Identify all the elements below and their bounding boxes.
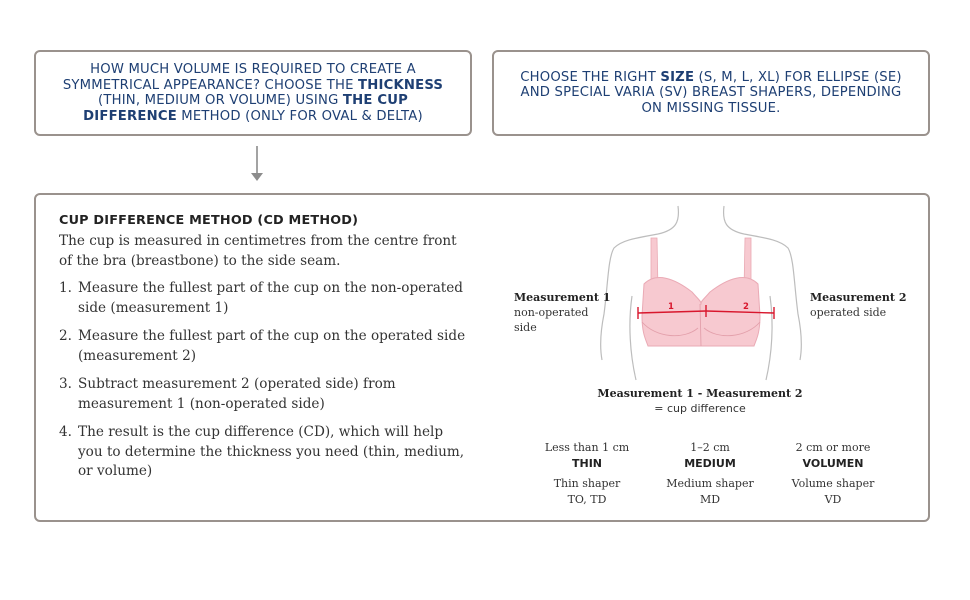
thickness-text-part: METHOD (ONLY FOR OVAL & DELTA) <box>176 108 423 124</box>
size-text-part: CHOOSE THE RIGHT <box>520 69 661 85</box>
size-emphasis: SIZE <box>660 69 695 85</box>
thickness-range: 1–2 cm <box>690 441 730 454</box>
method-title: CUP DIFFERENCE METHOD (CD METHOD) <box>59 213 359 228</box>
thickness-name: MEDIUM <box>684 456 736 470</box>
method-steps <box>59 279 469 491</box>
size-text-part: (S, M, L, XL) FOR ELLIPSE (SE) AND SPECIAL VARIA (SV) BREAST SHAPERS, DEPENDING ON MISSING TISSUE. <box>520 69 902 116</box>
cup-difference-emphasis: THE CUP DIFFERENCE <box>83 93 408 124</box>
step-text: Measure the fullest part of the cup on the operated side (measurement 2) <box>78 328 466 364</box>
thickness-info-box <box>34 50 472 136</box>
thickness-medium <box>655 440 765 507</box>
cup-2-label: 2 <box>743 302 749 312</box>
method-step <box>59 279 469 318</box>
measurement-2-sub: operated side <box>810 306 887 319</box>
shaper-name: Volume shaper <box>791 477 875 490</box>
step-number: 1. <box>59 280 72 296</box>
thickness-text-part: (THIN, MEDIUM OR VOLUME) USING <box>97 93 343 108</box>
thickness-name: VOLUMEN <box>802 456 864 470</box>
shaper-codes: VD <box>824 492 842 506</box>
method-step <box>59 423 469 482</box>
bra-measurement-illustration <box>596 204 806 384</box>
shaper-codes: MD <box>699 492 721 506</box>
step-text: The result is the cup difference (CD), which will help you to determine the thickness you need (thin, medium, or volume) <box>78 424 465 479</box>
step-text: Measure the fullest part of the cup on the non-operated side (measurement 1) <box>78 280 464 316</box>
size-info-text <box>518 70 904 117</box>
step-text: Subtract measurement 2 (operated side) from measurement 1 (non-operated side) <box>78 376 396 412</box>
method-step <box>59 375 469 414</box>
size-info-box <box>492 50 930 136</box>
method-intro: The cup is measured in centimetres from the centre front of the bra (breastbone) to the side seam. <box>59 233 457 269</box>
thickness-thin <box>532 440 642 507</box>
thickness-info-text <box>50 62 456 124</box>
thickness-name: THIN <box>571 456 602 470</box>
cup-1-label: 1 <box>668 302 674 312</box>
step-number: 2. <box>59 328 72 344</box>
formula-title: Measurement 1 - Measurement 2 <box>597 387 803 400</box>
thickness-range: Less than 1 cm <box>544 441 630 454</box>
cup-difference-formula <box>594 386 806 416</box>
down-arrow-icon <box>249 146 265 182</box>
torso-outline <box>601 206 802 380</box>
thickness-range: 2 cm or more <box>795 441 871 454</box>
measurement-1-title: Measurement 1 <box>514 291 611 304</box>
thickness-volume <box>778 440 888 507</box>
shaper-codes: TO, TD <box>567 492 607 506</box>
measurement-1-sub: non-operated <box>514 306 589 319</box>
shaper-name: Medium shaper <box>666 477 754 490</box>
shaper-name: Thin shaper <box>553 477 621 490</box>
thickness-text-part: HOW MUCH VOLUME IS REQUIRED TO CREATE A SYMMETRICAL APPEARANCE? CHOOSE THE <box>62 62 416 93</box>
formula-sub: = cup difference <box>654 402 746 415</box>
measurement-1-sub: side <box>514 321 537 334</box>
step-number: 4. <box>59 424 72 440</box>
measurement-2-title: Measurement 2 <box>810 291 907 304</box>
thickness-emphasis: THICKNESS <box>358 77 444 93</box>
step-number: 3. <box>59 376 72 392</box>
measurement-2-label <box>810 290 920 320</box>
method-step <box>59 327 469 366</box>
measurement-1-label <box>514 290 614 335</box>
